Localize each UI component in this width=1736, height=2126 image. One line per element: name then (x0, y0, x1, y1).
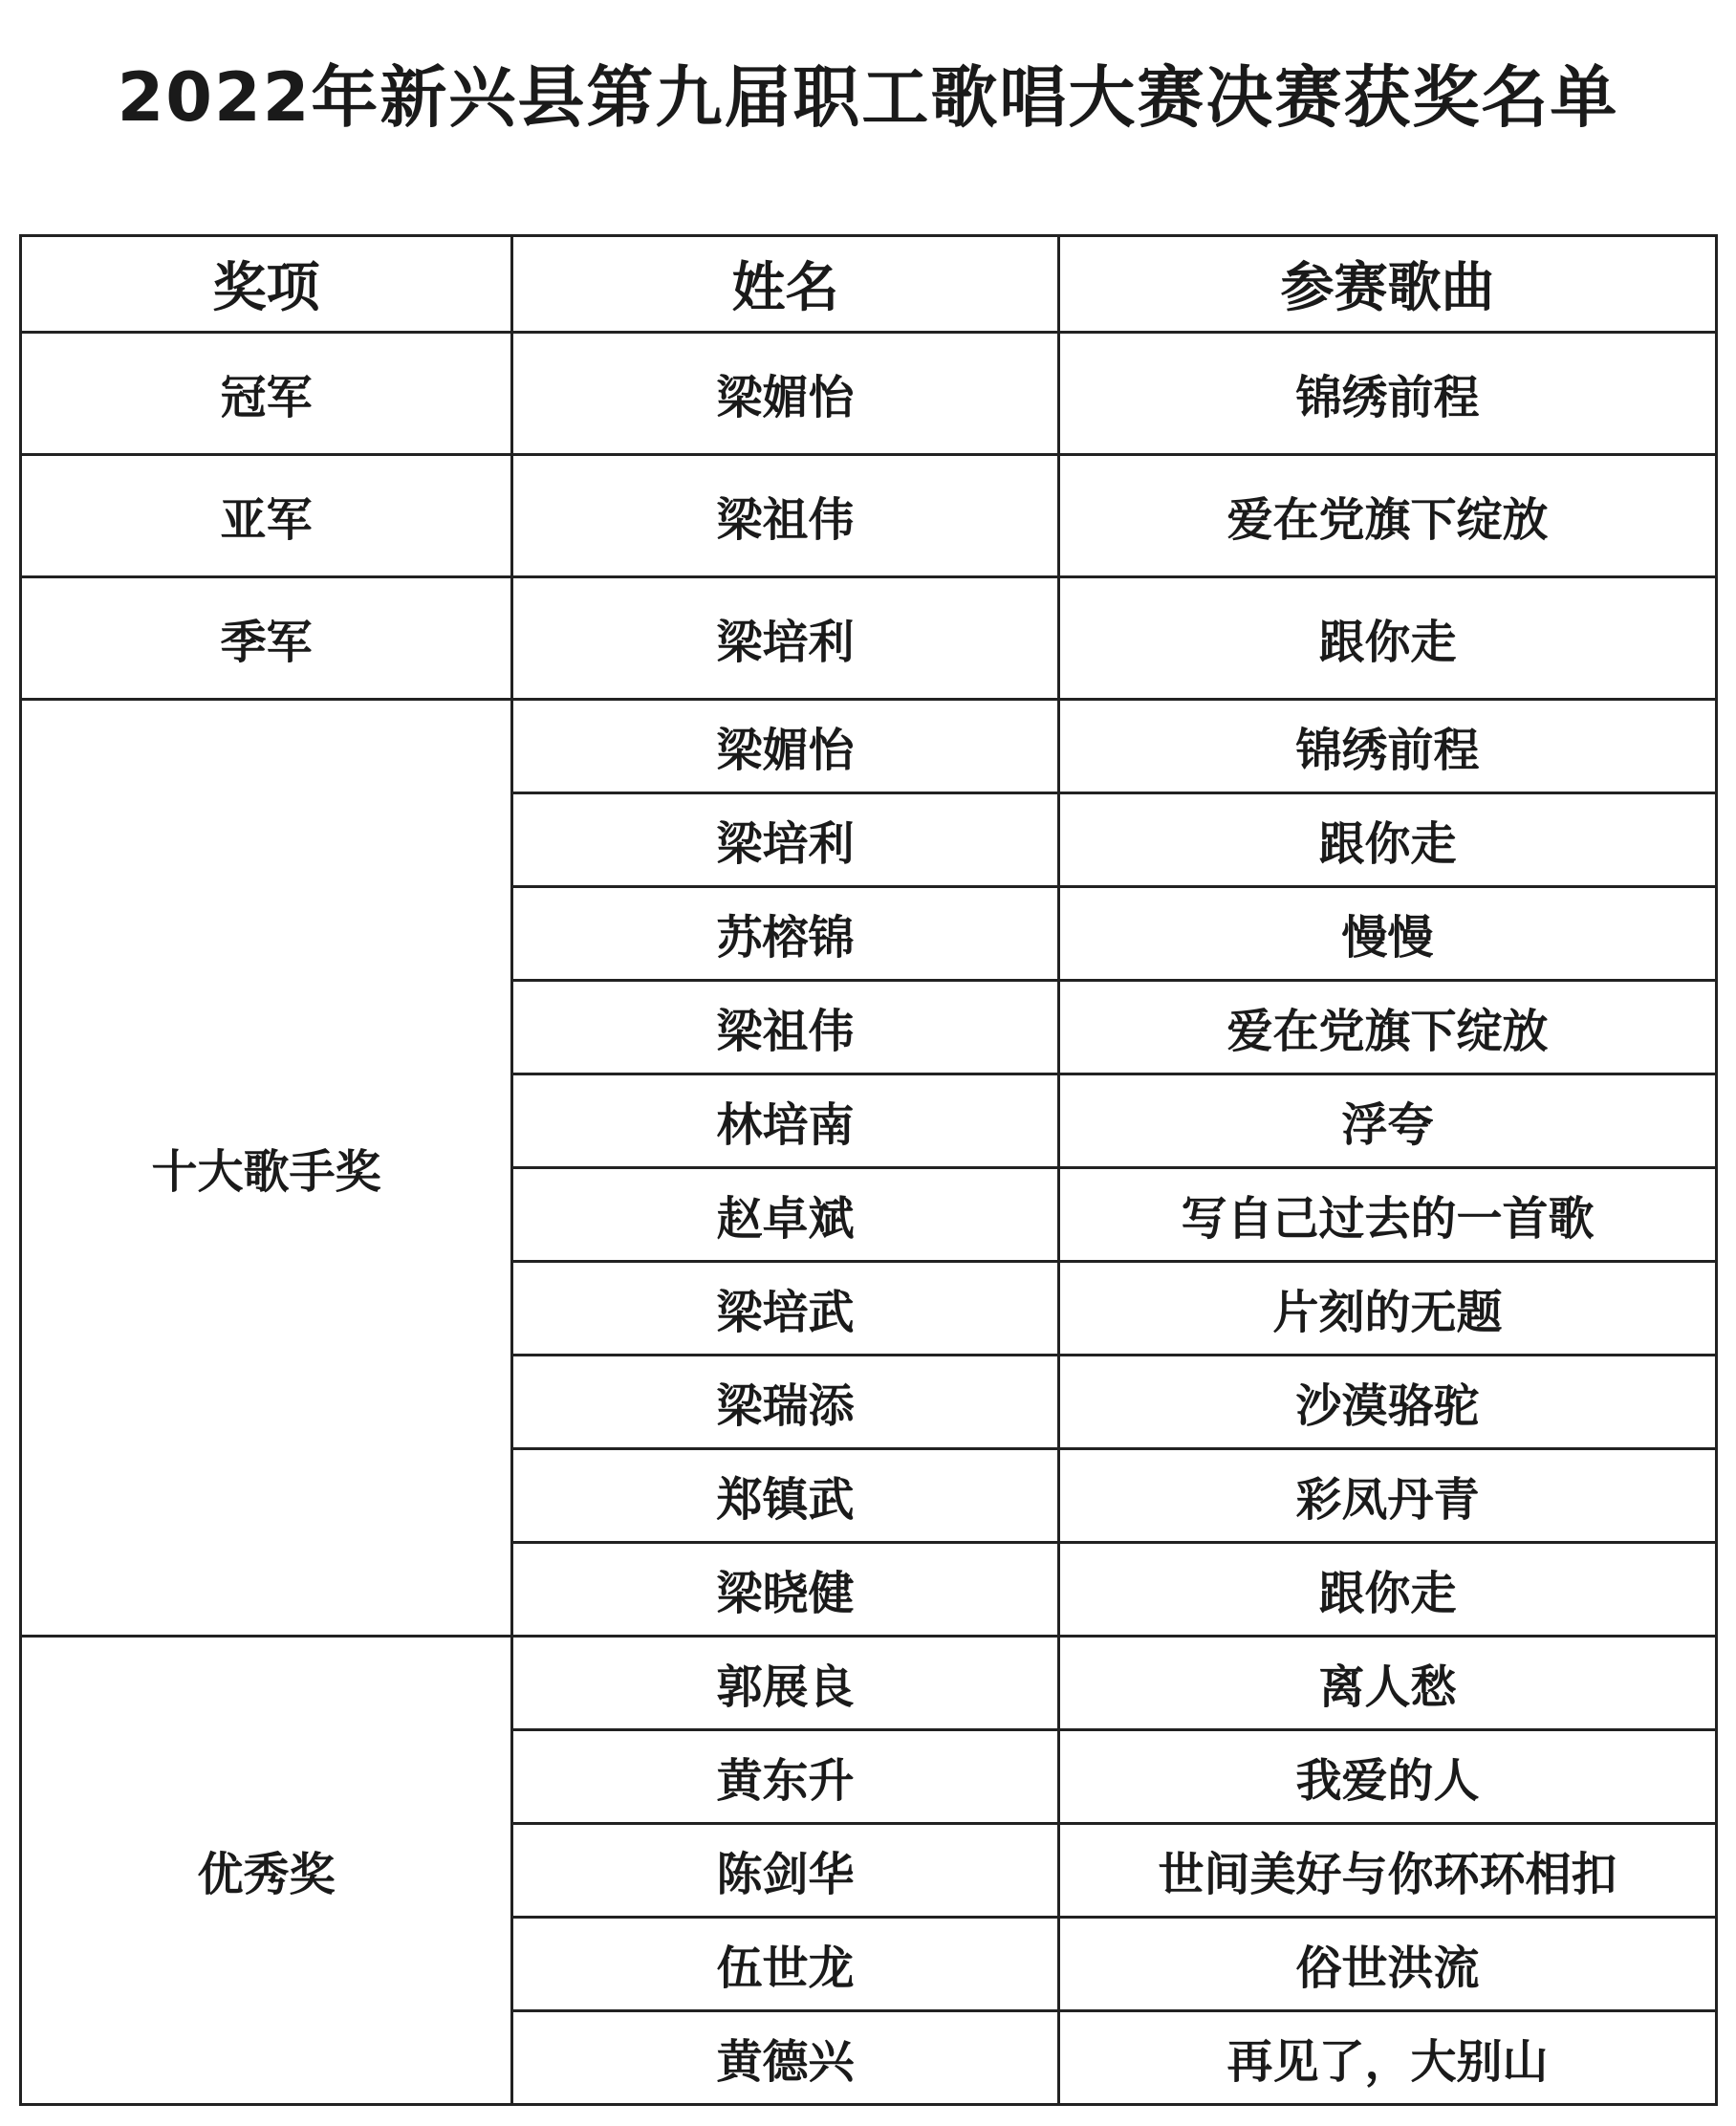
name-cell: 梁媚怡 (512, 333, 1059, 455)
song-cell: 再见了，大别山 (1059, 2011, 1717, 2105)
song-cell: 跟你走 (1059, 793, 1717, 887)
table-row (21, 577, 1717, 700)
song-cell: 俗世洪流 (1059, 1918, 1717, 2011)
name-cell: 梁培利 (512, 793, 1059, 887)
name-cell: 梁晓健 (512, 1543, 1059, 1637)
name-cell: 梁媚怡 (512, 700, 1059, 793)
song-cell: 我爱的人 (1059, 1730, 1717, 1824)
name-cell: 郭展良 (512, 1637, 1059, 1730)
name-cell: 林培南 (512, 1074, 1059, 1168)
song-cell: 写自己过去的一首歌 (1059, 1168, 1717, 1262)
award-cell-excellence: 优秀奖 (21, 1637, 512, 2105)
page-title: 2022年新兴县第九届职工歌唱大赛决赛获奖名单 (117, 58, 1619, 137)
song-cell: 锦绣前程 (1059, 700, 1717, 793)
name-cell: 赵卓斌 (512, 1168, 1059, 1262)
award-cell: 冠军 (21, 333, 512, 455)
song-cell: 片刻的无题 (1059, 1262, 1717, 1356)
table-row (21, 333, 1717, 455)
song-cell: 浮夸 (1059, 1074, 1717, 1168)
song-cell: 彩凤丹青 (1059, 1449, 1717, 1543)
song-cell: 慢慢 (1059, 887, 1717, 981)
award-table (19, 234, 1718, 2106)
song-cell: 沙漠骆驼 (1059, 1356, 1717, 1449)
name-cell: 苏榕锦 (512, 887, 1059, 981)
name-cell: 陈剑华 (512, 1824, 1059, 1918)
name-cell: 梁培武 (512, 1262, 1059, 1356)
name-cell: 黄德兴 (512, 2011, 1059, 2105)
table-row (21, 700, 1717, 793)
award-cell: 季军 (21, 577, 512, 700)
award-cell: 亚军 (21, 455, 512, 577)
song-cell: 离人愁 (1059, 1637, 1717, 1730)
header-name: 姓名 (512, 236, 1059, 333)
name-cell: 梁瑞添 (512, 1356, 1059, 1449)
header-row (21, 236, 1717, 333)
header-song: 参赛歌曲 (1059, 236, 1717, 333)
song-cell: 跟你走 (1059, 1543, 1717, 1637)
name-cell: 郑镇武 (512, 1449, 1059, 1543)
name-cell: 梁祖伟 (512, 455, 1059, 577)
name-cell: 黄东升 (512, 1730, 1059, 1824)
song-cell: 爱在党旗下绽放 (1059, 455, 1717, 577)
song-cell: 世间美好与你环环相扣 (1059, 1824, 1717, 1918)
name-cell: 梁培利 (512, 577, 1059, 700)
table-row (21, 1637, 1717, 1730)
header-award: 奖项 (21, 236, 512, 333)
song-cell: 锦绣前程 (1059, 333, 1717, 455)
song-cell: 跟你走 (1059, 577, 1717, 700)
song-cell: 爱在党旗下绽放 (1059, 981, 1717, 1074)
award-cell-top-ten: 十大歌手奖 (21, 700, 512, 1637)
table-row (21, 455, 1717, 577)
name-cell: 梁祖伟 (512, 981, 1059, 1074)
name-cell: 伍世龙 (512, 1918, 1059, 2011)
